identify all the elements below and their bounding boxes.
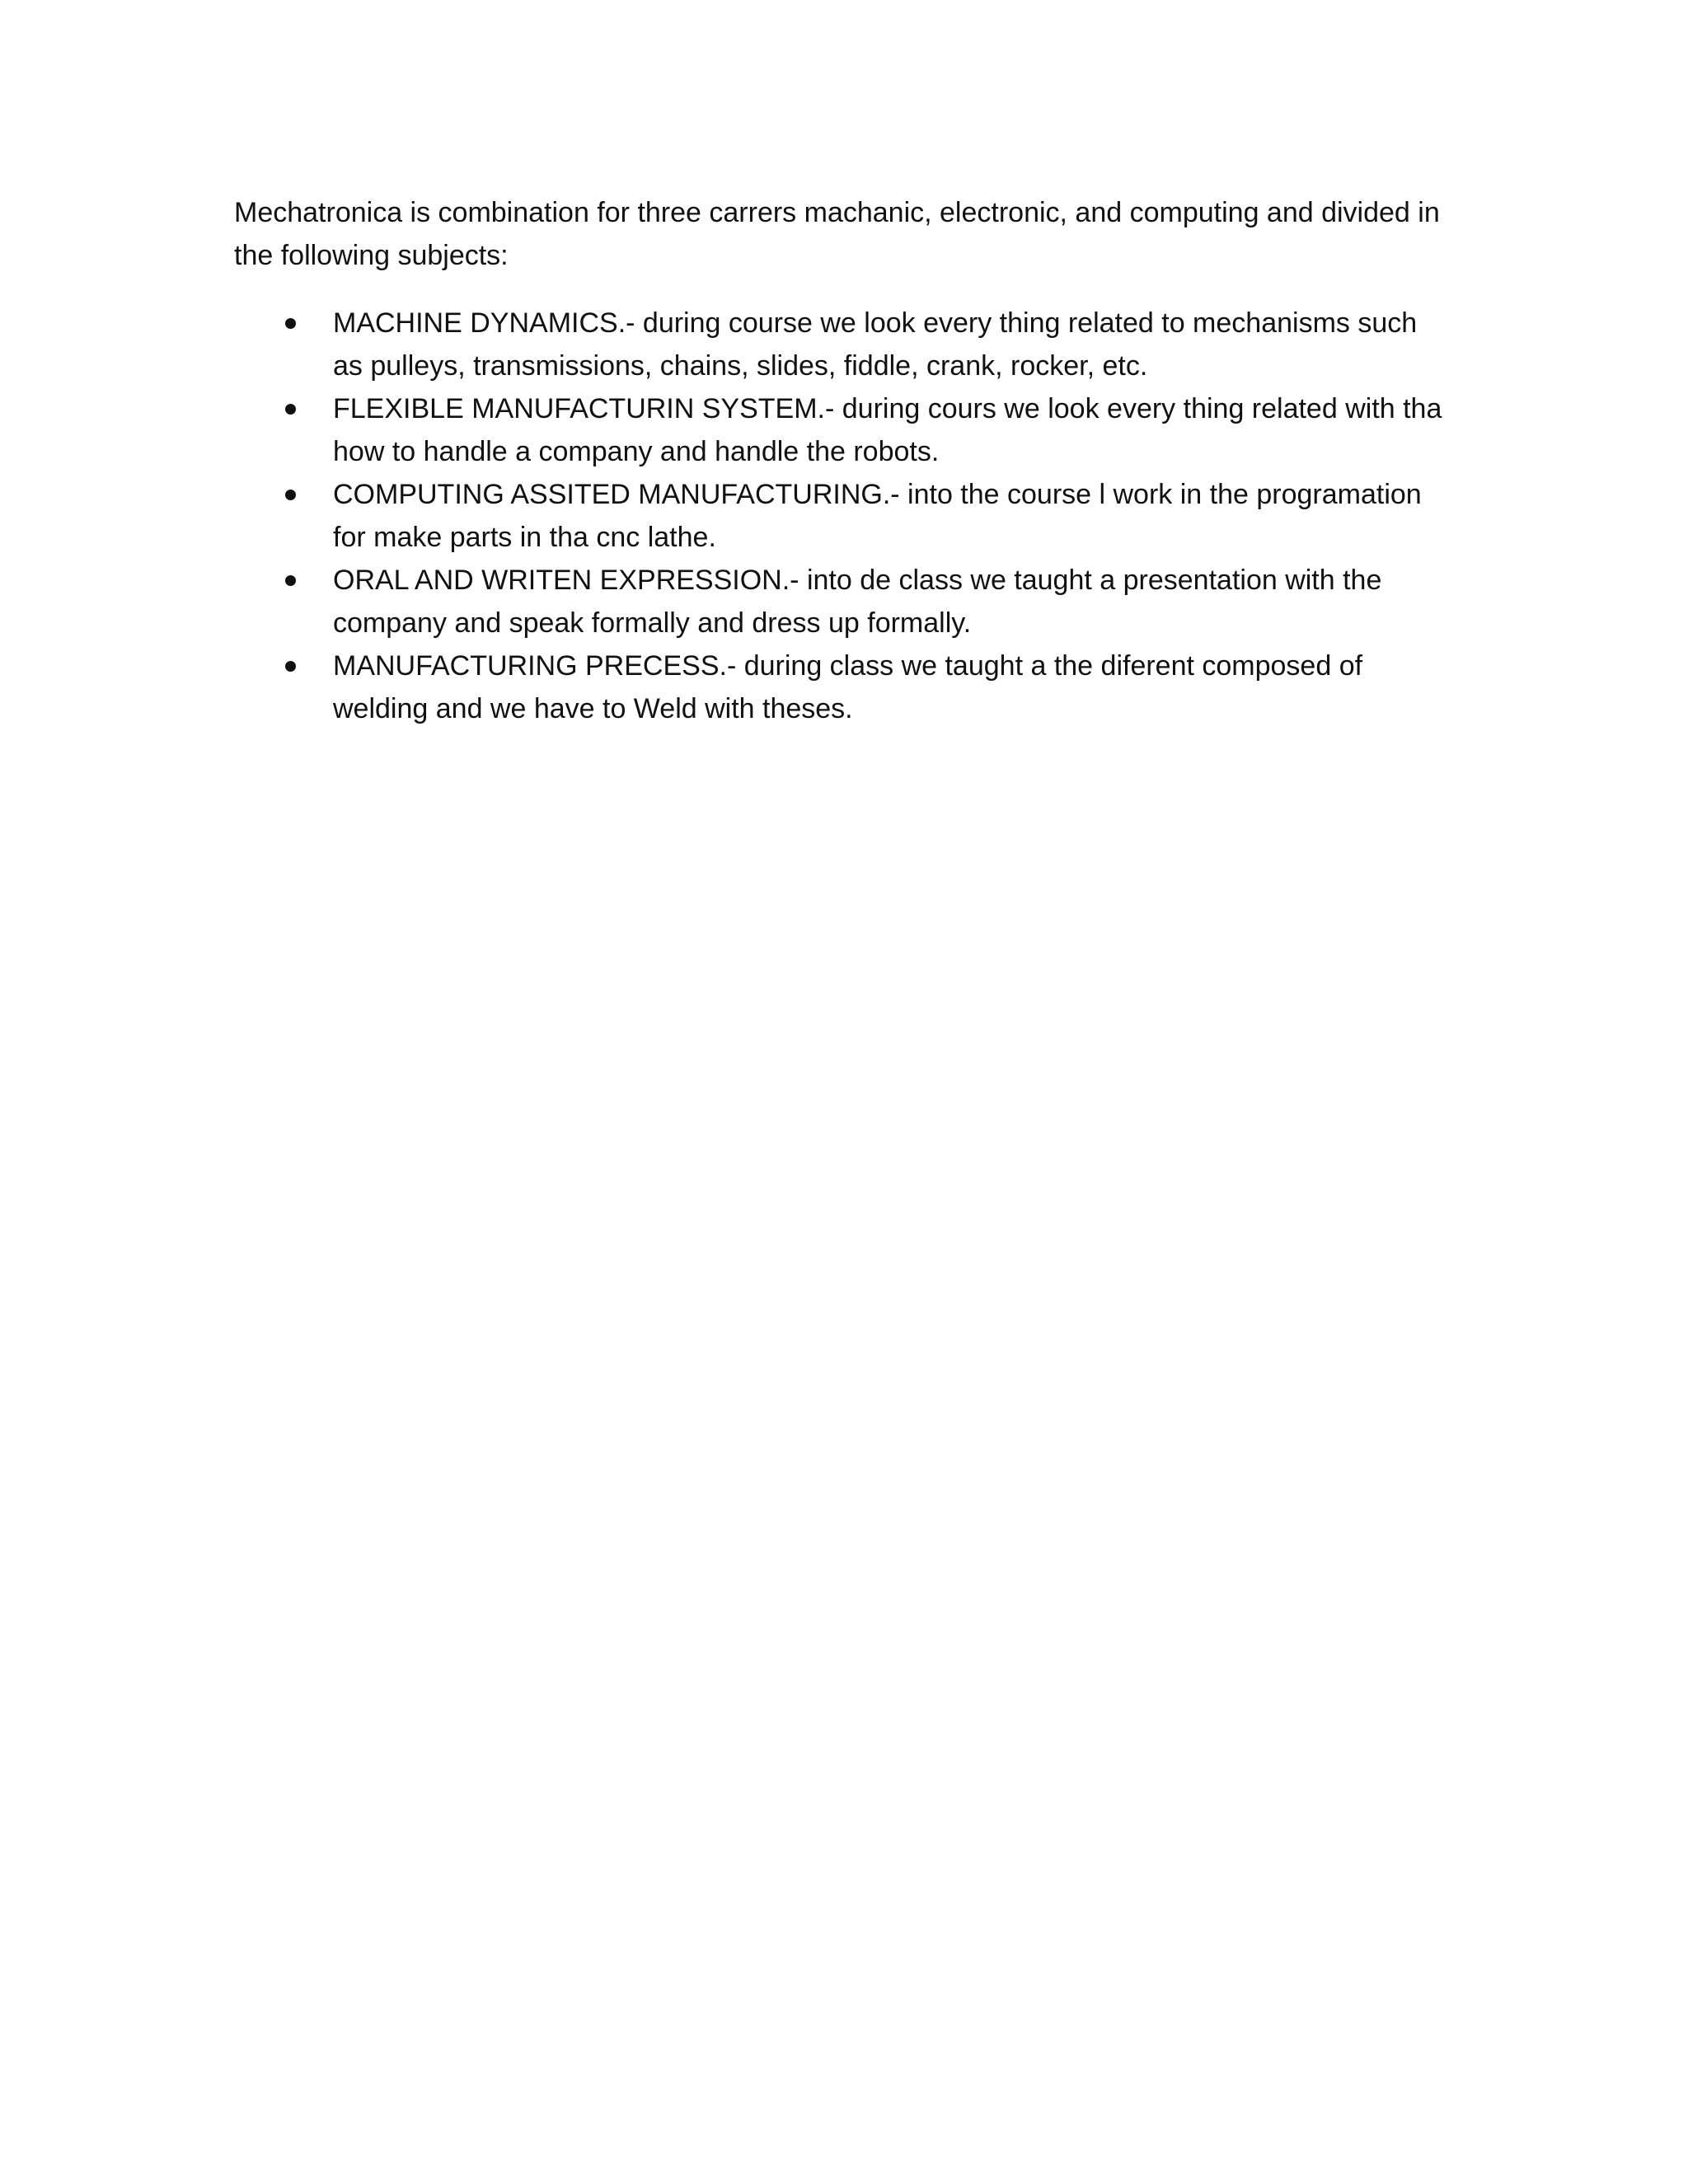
intro-paragraph: Mechatronica is combination for three carrers machanic, electronic, and computing and divided in the following subjects:: [234, 197, 1440, 271]
bullet-icon: [285, 575, 296, 586]
list-item-text: COMPUTING ASSITED MANUFACTURING.- into the course l work in the programation for make parts in tha cnc lathe.: [333, 479, 1422, 553]
list-item: [234, 559, 1454, 644]
bullet-icon: [285, 404, 296, 415]
list-item-text: MACHINE DYNAMICS.- during course we look every thing related to mechanisms such as pulleys, transmissions, chains, slides, fiddle, crank, rocker, etc.: [333, 307, 1418, 382]
list-item-text: FLEXIBLE MANUFACTURIN SYSTEM.- during cours we look every thing related with tha how to handle a company and handle the robots.: [333, 393, 1442, 467]
list-item: [234, 644, 1454, 730]
list-item-text: ORAL AND WRITEN EXPRESSION.- into de class we taught a presentation with the company and speak formally and dress up formally.: [333, 565, 1382, 639]
subject-list: [234, 302, 1454, 730]
document-body: [234, 191, 1454, 730]
list-item: [234, 302, 1454, 387]
list-item-text: MANUFACTURING PRECESS.- during class we taught a the diferent composed of welding and we have to Weld with theses.: [333, 650, 1363, 724]
list-item: [234, 387, 1454, 473]
list-item: [234, 473, 1454, 559]
bullet-icon: [285, 318, 296, 329]
bullet-icon: [285, 490, 296, 500]
bullet-icon: [285, 661, 296, 672]
